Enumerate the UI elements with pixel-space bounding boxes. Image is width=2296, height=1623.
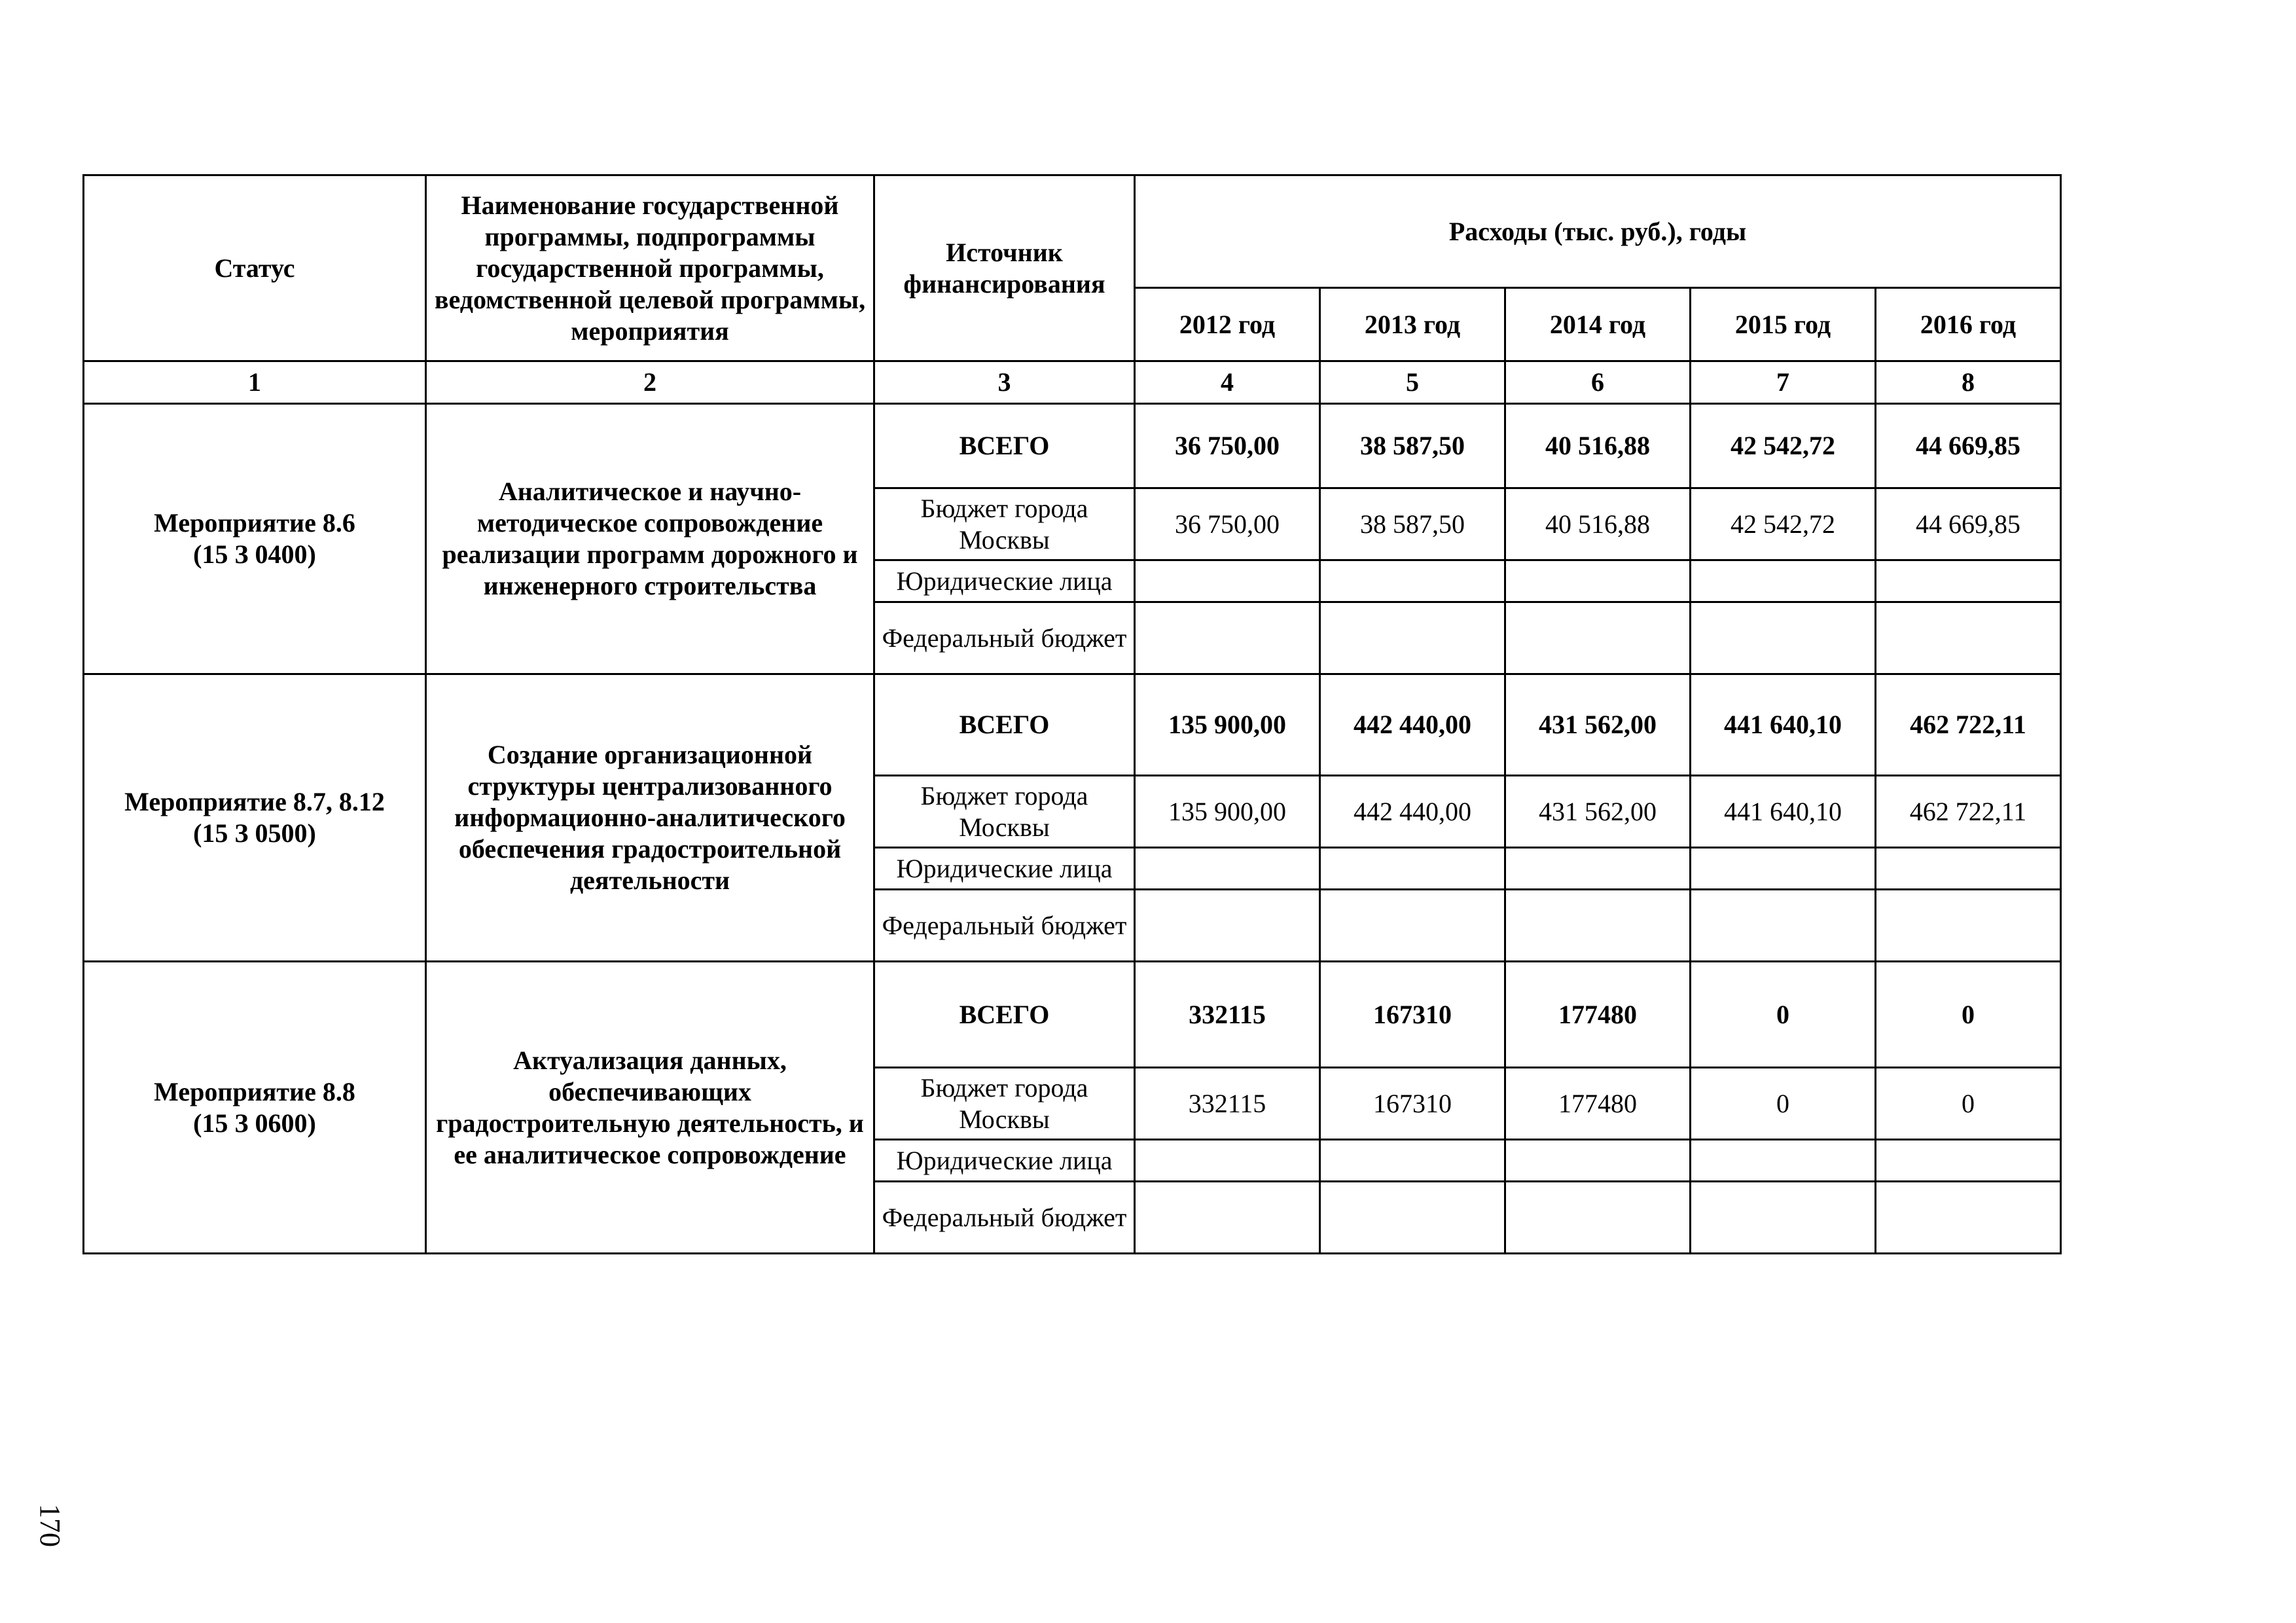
empty-cell <box>1691 1140 1876 1182</box>
status-code: (15 З 0400) <box>193 539 316 569</box>
value-cell: 442 440,00 <box>1320 674 1505 776</box>
value-cell: 431 562,00 <box>1505 776 1691 848</box>
value-cell: 0 <box>1691 962 1876 1068</box>
status-code: (15 З 0500) <box>193 818 316 848</box>
source-federal: Федеральный бюджет <box>874 1182 1135 1254</box>
header-expenses: Расходы (тыс. руб.), годы <box>1135 175 2061 288</box>
value-cell: 0 <box>1691 1068 1876 1140</box>
header-year: 2014 год <box>1505 288 1691 361</box>
header-source: Источник финансирования <box>874 175 1135 361</box>
empty-cell <box>1505 602 1691 674</box>
value-cell: 462 722,11 <box>1876 674 2061 776</box>
empty-cell <box>1505 560 1691 602</box>
empty-cell <box>1691 890 1876 962</box>
header-status: Статус <box>84 175 426 361</box>
empty-cell <box>1505 848 1691 890</box>
status-code: (15 З 0600) <box>193 1108 316 1138</box>
status-label: Мероприятие 8.8 <box>154 1076 355 1106</box>
source-legal: Юридические лица <box>874 1140 1135 1182</box>
status-cell <box>84 674 426 962</box>
measure-name: Актуализация данных, обеспечивающих градостроительную деятельность, и ее аналитическое сопровождение <box>426 962 874 1254</box>
column-number: 7 <box>1691 361 1876 404</box>
source-federal: Федеральный бюджет <box>874 890 1135 962</box>
value-cell: 462 722,11 <box>1876 776 2061 848</box>
measure-name: Создание организационной структуры централизованного информационно-аналитического обеспечения градостроительной деятельности <box>426 674 874 962</box>
source-city: Бюджет города Москвы <box>874 488 1135 560</box>
empty-cell <box>1876 848 2061 890</box>
value-cell: 431 562,00 <box>1505 674 1691 776</box>
empty-cell <box>1320 848 1505 890</box>
status-cell <box>84 404 426 674</box>
value-cell: 38 587,50 <box>1320 404 1505 488</box>
source-total: ВСЕГО <box>874 962 1135 1068</box>
value-cell: 0 <box>1876 1068 2061 1140</box>
column-number: 6 <box>1505 361 1691 404</box>
column-number: 2 <box>426 361 874 404</box>
value-cell: 441 640,10 <box>1691 674 1876 776</box>
table-row <box>84 404 2061 488</box>
value-cell: 332115 <box>1135 962 1320 1068</box>
measure-name: Аналитическое и научно-методическое сопровождение реализации программ дорожного и инженерного строительства <box>426 404 874 674</box>
source-city: Бюджет города Москвы <box>874 1068 1135 1140</box>
value-cell: 40 516,88 <box>1505 404 1691 488</box>
empty-cell <box>1505 1182 1691 1254</box>
source-legal: Юридические лица <box>874 560 1135 602</box>
empty-cell <box>1135 1182 1320 1254</box>
empty-cell <box>1691 848 1876 890</box>
value-cell: 442 440,00 <box>1320 776 1505 848</box>
header-year: 2016 год <box>1876 288 2061 361</box>
page-number: 170 <box>34 1504 66 1547</box>
empty-cell <box>1691 602 1876 674</box>
header-name: Наименование государственной программы, подпрограммы государственной программы, ведомственной целевой программы, мероприятия <box>426 175 874 361</box>
column-number: 3 <box>874 361 1135 404</box>
value-cell: 167310 <box>1320 962 1505 1068</box>
empty-cell <box>1876 560 2061 602</box>
value-cell: 38 587,50 <box>1320 488 1505 560</box>
value-cell: 177480 <box>1505 962 1691 1068</box>
value-cell: 40 516,88 <box>1505 488 1691 560</box>
empty-cell <box>1505 1140 1691 1182</box>
header-year: 2012 год <box>1135 288 1320 361</box>
column-number: 4 <box>1135 361 1320 404</box>
empty-cell <box>1135 602 1320 674</box>
status-label: Мероприятие 8.7, 8.12 <box>124 787 385 816</box>
value-cell: 42 542,72 <box>1691 404 1876 488</box>
source-total: ВСЕГО <box>874 404 1135 488</box>
value-cell: 44 669,85 <box>1876 404 2061 488</box>
empty-cell <box>1320 1182 1505 1254</box>
empty-cell <box>1876 1182 2061 1254</box>
empty-cell <box>1876 602 2061 674</box>
empty-cell <box>1135 890 1320 962</box>
value-cell: 0 <box>1876 962 2061 1068</box>
empty-cell <box>1876 890 2061 962</box>
empty-cell <box>1320 1140 1505 1182</box>
empty-cell <box>1320 560 1505 602</box>
empty-cell <box>1505 890 1691 962</box>
table-row <box>84 674 2061 776</box>
column-number: 1 <box>84 361 426 404</box>
empty-cell <box>1320 890 1505 962</box>
source-total: ВСЕГО <box>874 674 1135 776</box>
empty-cell <box>1691 1182 1876 1254</box>
value-cell: 135 900,00 <box>1135 776 1320 848</box>
empty-cell <box>1135 848 1320 890</box>
table-row <box>84 962 2061 1068</box>
header-year: 2013 год <box>1320 288 1505 361</box>
value-cell: 332115 <box>1135 1068 1320 1140</box>
empty-cell <box>1135 560 1320 602</box>
status-label: Мероприятие 8.6 <box>154 508 355 538</box>
empty-cell <box>1135 1140 1320 1182</box>
empty-cell <box>1876 1140 2061 1182</box>
value-cell: 44 669,85 <box>1876 488 2061 560</box>
value-cell: 36 750,00 <box>1135 488 1320 560</box>
value-cell: 167310 <box>1320 1068 1505 1140</box>
value-cell: 42 542,72 <box>1691 488 1876 560</box>
value-cell: 177480 <box>1505 1068 1691 1140</box>
column-number: 8 <box>1876 361 2061 404</box>
status-cell <box>84 962 426 1254</box>
value-cell: 36 750,00 <box>1135 404 1320 488</box>
empty-cell <box>1691 560 1876 602</box>
value-cell: 135 900,00 <box>1135 674 1320 776</box>
expenses-table <box>82 174 2062 1254</box>
header-year: 2015 год <box>1691 288 1876 361</box>
source-city: Бюджет города Москвы <box>874 776 1135 848</box>
empty-cell <box>1320 602 1505 674</box>
column-number: 5 <box>1320 361 1505 404</box>
source-federal: Федеральный бюджет <box>874 602 1135 674</box>
source-legal: Юридические лица <box>874 848 1135 890</box>
value-cell: 441 640,10 <box>1691 776 1876 848</box>
